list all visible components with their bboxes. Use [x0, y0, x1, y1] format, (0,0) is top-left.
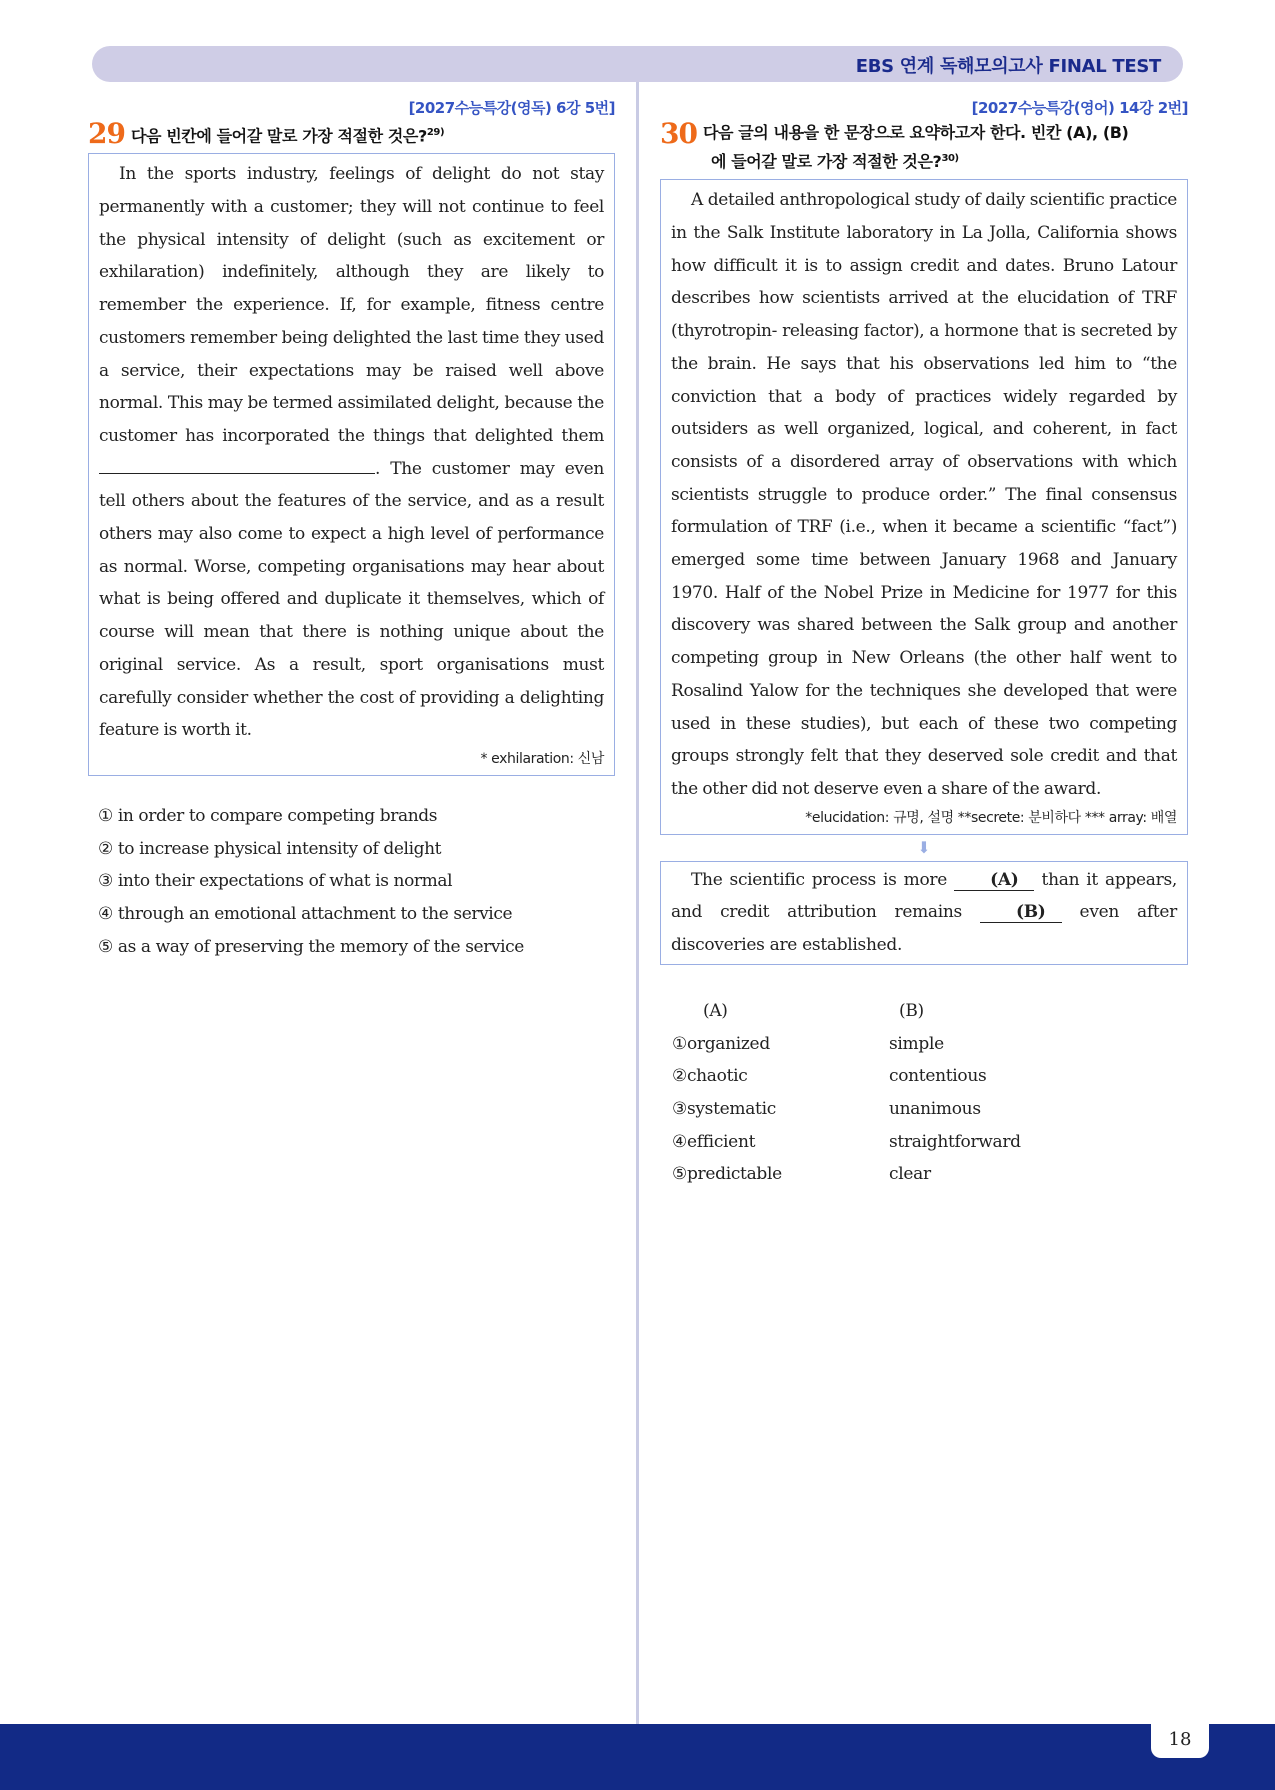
q30-option-5-a: ⑤predictable — [672, 1164, 782, 1185]
header-title: EBS 연계 독해모의고사 FINAL TEST — [855, 56, 1161, 77]
q30-footref: 30) — [941, 153, 959, 164]
q30-summary — [671, 864, 1177, 962]
q30-option-3-a: ③systematic — [672, 1098, 776, 1119]
q30-summary-box — [660, 861, 1188, 965]
q30-options-header — [672, 995, 1188, 1028]
q30-summary-part3: even after discoveries are established. — [671, 902, 1177, 956]
q29-footnote: * exhilaration: 신남 — [480, 750, 604, 767]
q29-source: [2027수능특강(영독) 6강 5번] — [408, 99, 615, 117]
q29-options — [88, 800, 615, 964]
q30-number: 30 — [660, 117, 697, 150]
q30-footnote: *elucidation: 규명, 설명 **secrete: 분비하다 *** array: 배열 — [805, 809, 1177, 826]
q30-passage: A detailed anthropological study of daily scientific practice in the Salk Institute laboratory in La Jolla, California shows how difficult it is to assign credit and dates. Bruno Latour describes how scientists arrived at the elucidation of TRF (thyrotropin- releasing factor), a hormone that is secreted by the brain. He says that his observations led him to “the conviction that a body of practices widely regarded by outsiders as well organized, logical, and coherent, in fact consists of a disordered array of observations with which scientists struggle to produce order.” The final consensus formulation of TRF (i.e., when it became a scientific “fact”) emerged some time between January 1968 and January 1970. Half of the Nobel Prize in Medicine for 1977 for this discovery was shared between the Salk group and another competing group in New Orleans (the other half went to Rosalind Yalow for the techniques she developed that were used in these studies), but each of these two competing groups strongly felt that they deserved sole credit and that the other did not deserve even a share of the award. — [671, 190, 1177, 799]
q30-prompt — [703, 120, 1129, 175]
q30-option-2[interactable] — [672, 1060, 1188, 1093]
q29-option-4[interactable]: ④ through an emotional attachment to the service — [98, 904, 513, 925]
q30-option-3-b: unanimous — [889, 1098, 981, 1119]
q30-blank-a: (A) — [954, 870, 1034, 891]
q30-option-2-b: contentious — [889, 1066, 987, 1087]
q30-option-5-b: clear — [889, 1164, 931, 1185]
footer-bar — [0, 1724, 1275, 1790]
q29-prompt-text: 다음 빈칸에 들어갈 말로 가장 적절한 것은? — [130, 126, 427, 146]
q29-option-3[interactable]: ③ into their expectations of what is normal — [98, 871, 453, 892]
down-arrow-icon: ⬇ — [917, 837, 931, 857]
question-29 — [88, 96, 615, 964]
q29-passage — [99, 158, 604, 747]
header-bar — [92, 46, 1183, 82]
q30-option-2-a: ②chaotic — [672, 1066, 748, 1087]
question-30 — [660, 96, 1188, 1191]
q30-option-4-b: straightforward — [889, 1131, 1021, 1152]
q29-passage-after: . The customer may even tell others about the features of the service, and as a result others may also come to expect a high level of performance as normal. Worse, competing organisations may hear about what is being offered and duplicate it themselves, which of course will mean that there is nothing unique about the original service. As a result, sport organisations must carefully consider whether the cost of providing a delighting feature is worth it. — [99, 458, 604, 741]
q30-option-4-a: ④efficient — [672, 1131, 756, 1152]
q30-summary-part2: than it appears, and credit attribution remains — [671, 869, 1177, 923]
q30-prompt-line1: 다음 글의 내용을 한 문장으로 요약하고자 한다. 빈칸 (A), (B) — [702, 123, 1129, 142]
q30-option-4[interactable] — [672, 1126, 1188, 1159]
q30-source: [2027수능특강(영어) 14강 2번] — [971, 99, 1188, 117]
q29-blank — [99, 457, 375, 474]
q30-option-5[interactable] — [672, 1158, 1188, 1191]
q29-passage-box — [88, 153, 615, 776]
q30-option-1[interactable] — [672, 1028, 1188, 1061]
page-number: 18 — [1151, 1722, 1209, 1758]
q30-col-b-label: (B) — [899, 1000, 924, 1021]
q30-col-a-label: (A) — [703, 1000, 728, 1021]
q30-blank-b: (B) — [980, 902, 1062, 923]
q29-option-5[interactable]: ⑤ as a way of preserving the memory of the service — [98, 936, 524, 957]
q30-prompt-line2: 에 들어갈 말로 가장 적절한 것은? — [710, 152, 942, 172]
q30-passage-box — [660, 179, 1188, 834]
q30-option-3[interactable] — [672, 1093, 1188, 1126]
q30-option-1-a: ①organized — [672, 1033, 770, 1054]
q29-number: 29 — [88, 117, 125, 150]
q30-summary-part1: The scientific process is more — [691, 869, 955, 890]
q30-options — [660, 995, 1188, 1191]
q30-option-1-b: simple — [889, 1033, 944, 1054]
q29-prompt — [131, 120, 444, 149]
q29-passage-before: In the sports industry, feelings of delight do not stay permanently with a customer; they will not continue to feel the physical intensity of delight (such as excitement or exhilaration) indefinitely, although they are likely to remember the experience. If, for example, fitness centre customers remember being delighted the last time they used a service, their expectations may be raised well above normal. This may be termed assimilated delight, because the customer has incorporated the things that delighted them — [99, 164, 604, 446]
q29-option-1[interactable]: ① in order to compare competing brands — [98, 805, 438, 826]
column-divider — [636, 82, 639, 1727]
q29-option-2[interactable]: ② to increase physical intensity of delight — [98, 838, 442, 859]
q30-heading — [660, 117, 1188, 175]
q29-footref: 29) — [426, 127, 445, 138]
q29-heading — [88, 117, 615, 150]
